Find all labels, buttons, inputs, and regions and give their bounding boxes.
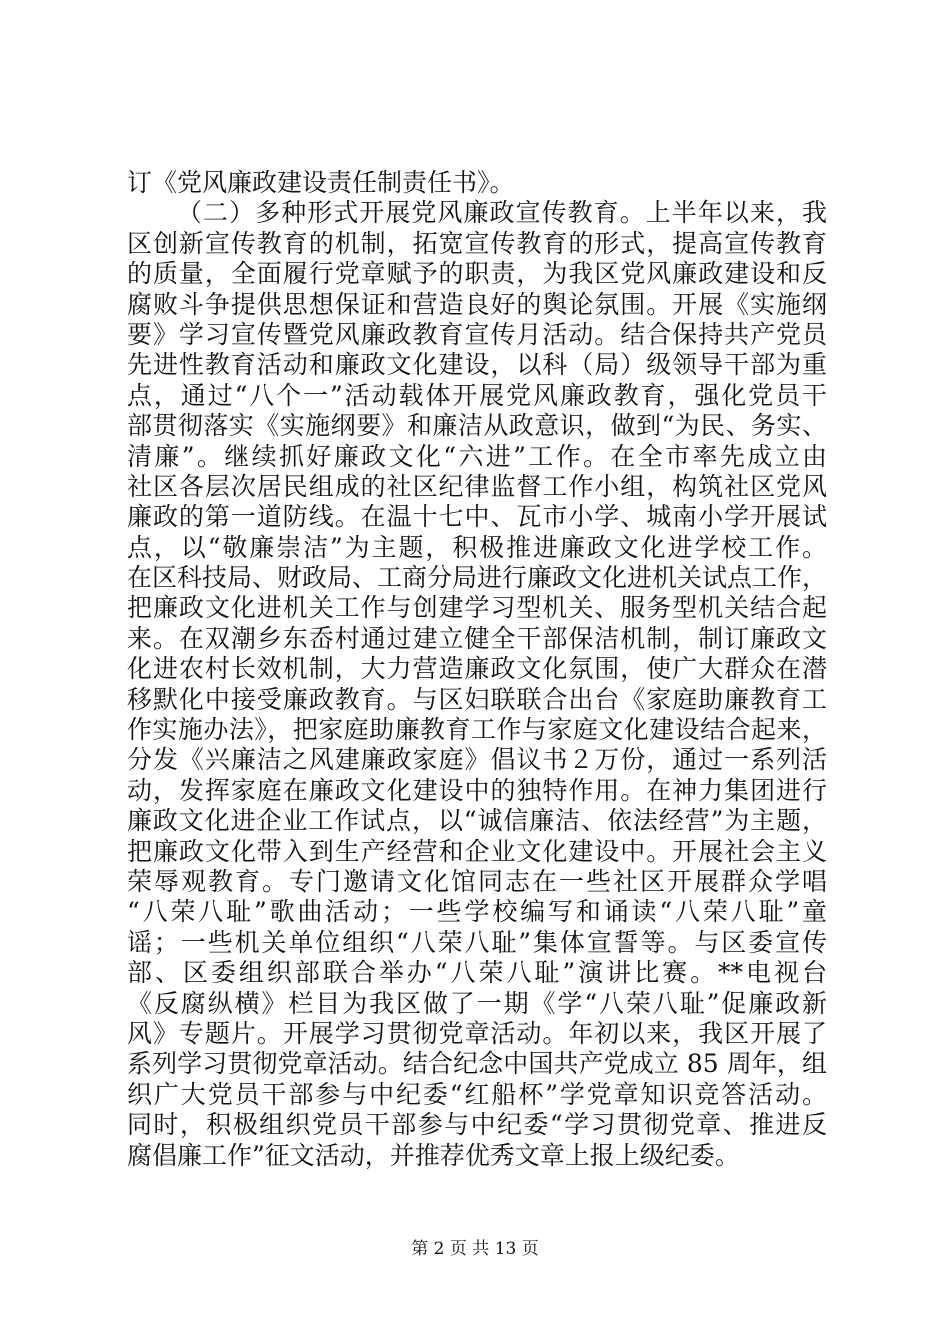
body-text [127, 168, 827, 1171]
text-line: 腐败斗争提供思想保证和营造良好的舆论氛围。开展《实施纲 [127, 289, 827, 319]
text-line: 把廉政文化进机关工作与创建学习型机关、服务型机关结合起 [127, 593, 827, 623]
text-line: 要》学习宣传暨党风廉政教育宣传月活动。结合保持共产党员 [127, 319, 827, 349]
text-line: 移默化中接受廉政教育。与区妇联联合出台《家庭助廉教育工 [127, 684, 827, 714]
text-line: 先进性教育活动和廉政文化建设，以科（局）级领导干部为重 [127, 350, 827, 380]
text-line: 分发《兴廉洁之风建廉政家庭》倡议书２万份，通过一系列活 [127, 745, 827, 775]
text-line: 织广大党员干部参与中纪委“红船杯”学党章知识竞答活动。 [127, 1079, 827, 1109]
text-line: 谣；一些机关单位组织“八荣八耻”集体宣誓等。与区委宣传 [127, 927, 827, 957]
page-number-footer: 第 2 页 共 13 页 [411, 1239, 539, 1259]
text-line: 《反腐纵横》栏目为我区做了一期《学“八荣八耻”促廉政新 [127, 988, 827, 1018]
text-line: 在区科技局、财政局、工商分局进行廉政文化进机关试点工作， [127, 563, 828, 593]
text-line: 同时，积极组织党员干部参与中纪委“学习贯彻党章、推进反 [127, 1110, 827, 1140]
text-line: 点，以“敬廉崇洁”为主题，积极推进廉政文化进学校工作。 [127, 532, 827, 562]
text-line: 把廉政文化带入到生产经营和企业文化建设中。开展社会主义 [127, 836, 827, 866]
text-line: 订《党风廉政建设责任制责任书》。 [127, 168, 515, 197]
text-line: “八荣八耻”歌曲活动；一些学校编写和诵读“八荣八耻”童 [127, 897, 827, 927]
text-line: 廉政的第一道防线。在温十七中、瓦市小学、城南小学开展试 [127, 502, 827, 532]
text-line: 化进农村长效机制，大力营造廉政文化氛围，使广大群众在潜 [127, 654, 827, 684]
text-line: 的质量，全面履行党章赋予的职责，为我区党风廉政建设和反 [127, 259, 827, 289]
text-line: 动，发挥家庭在廉政文化建设中的独特作用。在神力集团进行 [127, 775, 827, 805]
paragraph-start-line: （二）多种形式开展党风廉政宣传教育。上半年以来，我 [177, 198, 827, 228]
paragraph-end-line: 腐倡廉工作”征文活动，并推荐优秀文章上报上级纪委。 [127, 1140, 740, 1170]
text-line: 社区各层次居民组成的社区纪律监督工作小组，构筑社区党风 [127, 471, 827, 501]
text-line: 作实施办法》，把家庭助廉教育工作与家庭文化建设结合起来， [127, 715, 827, 745]
text-line: 部贯彻落实《实施纲要》和廉洁从政意识，做到“为民、务实、 [127, 411, 827, 441]
text-line: 来。在双潮乡东岙村通过建立健全干部保洁机制，制订廉政文 [127, 623, 827, 653]
text-line: 点，通过“八个一”活动载体开展党风廉政教育，强化党员干 [127, 380, 827, 410]
text-line: 部、区委组织部联合举办“八荣八耻”演讲比赛。**电视台 [127, 958, 827, 988]
text-line: 清廉”。继续抓好廉政文化“六进”工作。在全市率先成立由 [127, 441, 827, 471]
text-line: 廉政文化进企业工作试点，以“诚信廉洁、依法经营”为主题， [127, 806, 827, 836]
text-line: 荣辱观教育。专门邀请文化馆同志在一些社区开展群众学唱 [127, 866, 827, 896]
text-line: 区创新宣传教育的机制，拓宽宣传教育的形式，提高宣传教育 [127, 228, 827, 258]
text-line: 风》专题片。开展学习贯彻党章活动。年初以来，我区开展了 [127, 1018, 827, 1048]
text-line: 系列学习贯彻党章活动。结合纪念中国共产党成立 85 周年，组 [127, 1049, 827, 1079]
